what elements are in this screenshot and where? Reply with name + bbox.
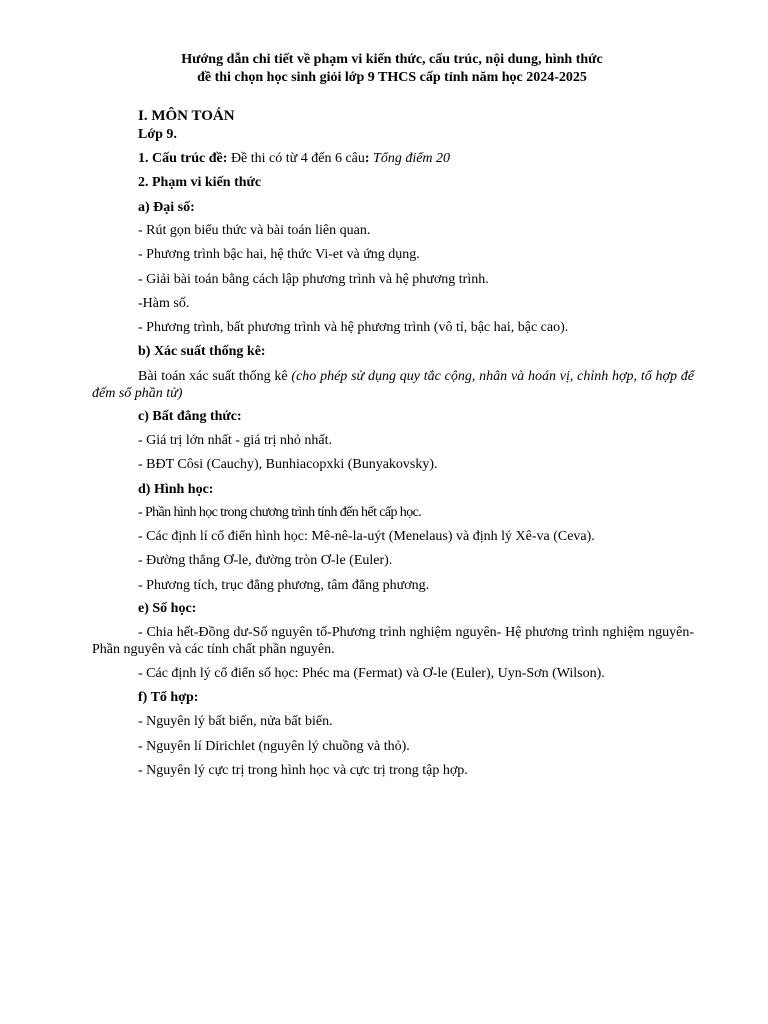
- geometry-item: - Đường thẳng Ơ-le, đường tròn Ơ-le (Euler).: [138, 553, 393, 568]
- algebra-item: -Hàm số.: [138, 296, 190, 311]
- structure-label: 1. Cấu trúc đề:: [138, 151, 228, 166]
- geometry-item: - Phần hình học trong chương trình tính đến hết cấp học.: [138, 505, 422, 520]
- section-heading: I. MÔN TOÁN: [138, 108, 235, 124]
- structure-colon: :: [364, 151, 370, 166]
- geometry-item: - Phương tích, trục đẳng phương, tâm đẳng phương.: [138, 578, 430, 593]
- structure-line: [138, 150, 450, 168]
- combinatorics-item: - Nguyên lí Dirichlet (nguyên lý chuồng và thỏ).: [138, 739, 410, 754]
- probability-paragraph: [92, 368, 694, 402]
- inequality-item: - Giá trị lớn nhất - giá trị nhỏ nhất.: [138, 433, 333, 448]
- algebra-item: - Rút gọn biểu thức và bài toán liên quan.: [138, 223, 371, 238]
- structure-score: Tổng điểm 20: [369, 151, 451, 166]
- probability-text: Bài toán xác suất thống kê: [138, 369, 292, 384]
- combinatorics-item: - Nguyên lý cực trị trong hình học và cực trị trong tập hợp.: [138, 763, 468, 778]
- title-line-1: Hướng dẫn chi tiết về phạm vi kiến thức, cấu trúc, nội dung, hình thức: [181, 52, 603, 67]
- title-line-2: đề thi chọn học sinh giỏi lớp 9 THCS cấp tỉnh năm học 2024-2025: [197, 70, 587, 85]
- geometry-item: - Các định lí cổ điển hình học: Mê-nê-la-uýt (Menelaus) và định lý Xê-va (Ceva).: [138, 529, 595, 544]
- probability-note: (cho phép sử dụng quy tắc cộng, nhân và hoán vị, chỉnh hợp, tổ hợp để đếm số phần tử): [92, 369, 694, 401]
- number-theory-item: - Các định lý cổ điển số học: Phéc ma (Fermat) và Ơ-le (Euler), Uyn-Sơn (Wilson).: [138, 666, 605, 681]
- inequality-item: - BĐT Côsi (Cauchy), Bunhiacopxki (Bunyakovsky).: [138, 457, 438, 472]
- geometry-heading: d) Hình học:: [138, 482, 214, 497]
- number-theory-paragraph: - Chia hết-Đồng dư-Số nguyên tố-Phương trình nghiệm nguyên- Hệ phương trình nghiệm nguyên- Phần nguyên và các tính chất phần nguyên.: [92, 625, 694, 657]
- combinatorics-item: - Nguyên lý bất biến, nửa bất biến.: [138, 714, 333, 729]
- algebra-heading: a) Đại số:: [138, 200, 195, 215]
- number-theory-heading: e) Số học:: [138, 601, 197, 616]
- algebra-item: - Phương trình, bất phương trình và hệ phương trình (vô tỉ, bậc hai, bậc cao).: [138, 320, 569, 335]
- probability-heading: b) Xác suất thống kê:: [138, 344, 266, 359]
- inequality-heading: c) Bất đẳng thức:: [138, 409, 242, 424]
- grade-label: Lớp 9.: [138, 127, 177, 142]
- combinatorics-heading: f) Tổ hợp:: [138, 690, 199, 705]
- structure-text: Đề thi có từ 4 đến 6 câu: [227, 151, 365, 166]
- scope-heading: 2. Phạm vi kiến thức: [138, 175, 262, 190]
- algebra-item: - Phương trình bậc hai, hệ thức Vi-et và ứng dụng.: [138, 247, 420, 262]
- document-title: [92, 51, 692, 87]
- algebra-item: - Giải bài toán bằng cách lập phương trình và hệ phương trình.: [138, 272, 489, 287]
